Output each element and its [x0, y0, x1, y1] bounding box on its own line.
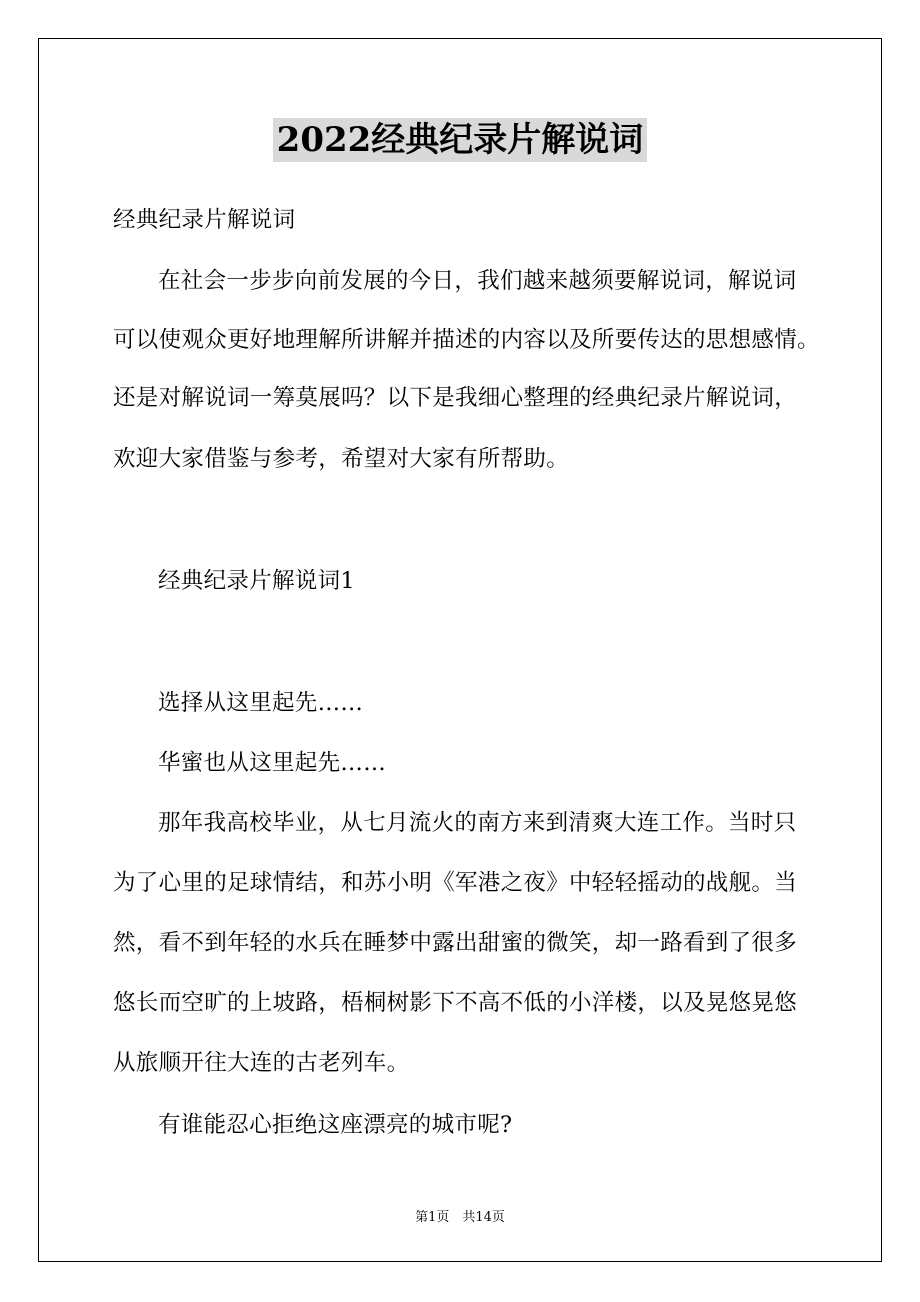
paragraph-4: 有谁能忍心拒绝这座漂亮的城市呢?: [158, 1112, 513, 1138]
paragraph-3-line-4: 悠长而空旷的上坡路，梧桐树影下不高不低的小洋楼，以及晃悠晃悠: [113, 990, 798, 1016]
section-heading: 经典纪录片解说词1: [158, 568, 356, 594]
intro-line-2: 可以使观众更好地理解所讲解并描述的内容以及所要传达的思想感情。: [113, 327, 820, 353]
document-title: [0, 112, 920, 161]
intro-line-3: 还是对解说词一筹莫展吗？以下是我细心整理的经典纪录片解说词，: [113, 385, 798, 411]
subtitle: 经典纪录片解说词: [113, 207, 296, 233]
page-footer: 第1页 共14页: [415, 1210, 505, 1225]
paragraph-3-line-1: 那年我高校毕业，从七月流火的南方来到清爽大连工作。当时只: [158, 810, 797, 836]
paragraph-3-line-3: 然，看不到年轻的水兵在睡梦中露出甜蜜的微笑，却一路看到了很多: [113, 930, 798, 956]
paragraph-3-line-5: 从旅顺开往大连的古老列车。: [113, 1050, 410, 1076]
intro-line-1: 在社会一步步向前发展的今日，我们越来越须要解说词，解说词: [158, 268, 797, 294]
paragraph-1: 选择从这里起先……: [158, 690, 364, 716]
paragraph-2: 华蜜也从这里起先……: [158, 750, 387, 776]
title-text: 2022经典纪录片解说词: [273, 118, 648, 162]
intro-line-4: 欢迎大家借鉴与参考，希望对大家有所帮助。: [113, 446, 570, 472]
paragraph-3-line-2: 为了心里的足球情结，和苏小明《军港之夜》中轻轻摇动的战舰。当: [113, 870, 798, 896]
